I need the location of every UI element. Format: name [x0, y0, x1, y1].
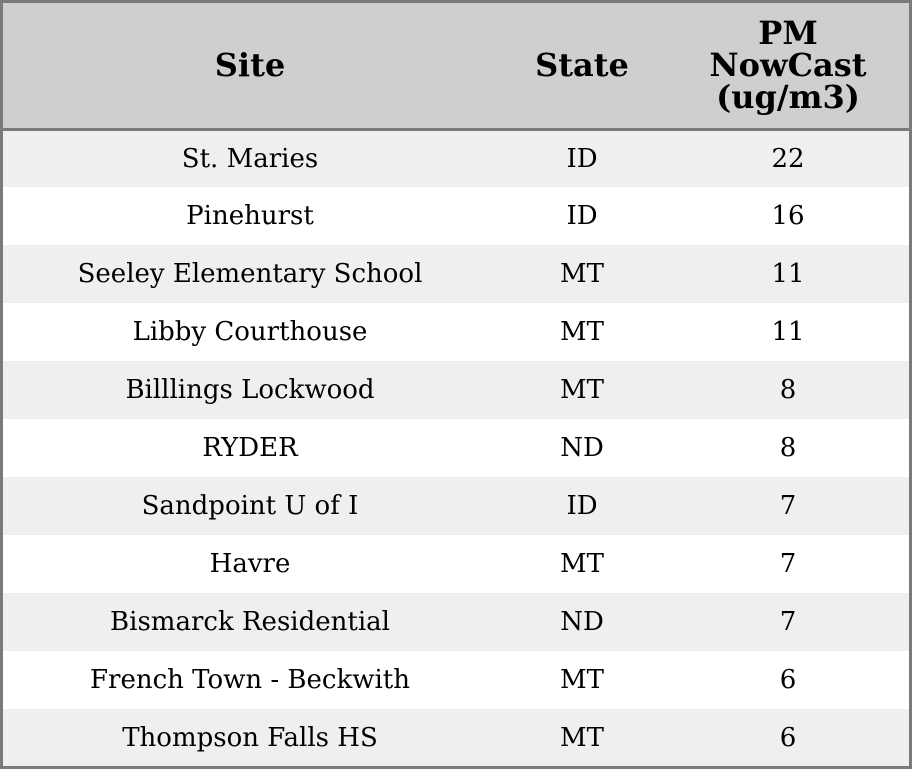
- pm-value-cell: 16: [771, 201, 805, 231]
- state-cell: MT: [560, 665, 604, 695]
- table-row: [3, 593, 909, 651]
- state-cell: ND: [560, 433, 604, 463]
- column-header-state: State: [535, 46, 629, 85]
- site-cell: Libby Courthouse: [132, 317, 368, 347]
- column-header-site: Site: [214, 46, 286, 85]
- pm-value-cell: 7: [779, 607, 797, 637]
- pm-value-cell: 11: [771, 259, 805, 289]
- table-row: [3, 535, 909, 593]
- state-cell: MT: [560, 723, 604, 753]
- table-row: [3, 477, 909, 535]
- pm-value-cell: 7: [779, 549, 797, 579]
- state-cell: ID: [566, 143, 598, 174]
- state-cell: ID: [566, 201, 598, 231]
- header-row: [3, 3, 909, 129]
- state-cell: MT: [560, 317, 604, 347]
- pm-value-cell: 7: [779, 491, 797, 521]
- pm-nowcast-table: [3, 3, 909, 767]
- site-cell: St. Maries: [181, 143, 319, 174]
- table-body: [3, 129, 909, 767]
- site-cell: Sandpoint U of I: [141, 491, 359, 521]
- table-row: [3, 709, 909, 767]
- site-cell: Bismarck Residential: [110, 607, 390, 637]
- pm-value-cell: 8: [779, 375, 797, 405]
- pm-value-cell: 6: [779, 665, 797, 695]
- site-cell: Thompson Falls HS: [122, 723, 378, 753]
- state-cell: ID: [566, 491, 598, 521]
- table-row: [3, 303, 909, 361]
- site-cell: Havre: [209, 549, 291, 579]
- state-cell: MT: [560, 375, 604, 405]
- state-cell: MT: [560, 259, 604, 289]
- state-cell: MT: [560, 549, 604, 579]
- table-row: [3, 651, 909, 709]
- site-cell: RYDER: [202, 433, 298, 463]
- pm-value-cell: 6: [779, 723, 797, 753]
- state-cell: ND: [560, 607, 604, 637]
- pm-value-cell: 8: [779, 433, 797, 463]
- site-cell: Billlings Lockwood: [125, 375, 375, 405]
- table-row: [3, 419, 909, 477]
- table-row: [3, 129, 909, 187]
- pm-value-cell: 22: [771, 143, 805, 174]
- table-row: [3, 245, 909, 303]
- column-header-pm-nowcast: PM NowCast (ug/m3): [709, 14, 867, 117]
- pm-value-cell: 11: [771, 317, 805, 347]
- site-cell: French Town - Beckwith: [89, 665, 411, 695]
- site-cell: Seeley Elementary School: [77, 259, 423, 289]
- table-row: [3, 187, 909, 245]
- table-row: [3, 361, 909, 419]
- site-cell: Pinehurst: [186, 201, 314, 231]
- table-header: [3, 3, 909, 129]
